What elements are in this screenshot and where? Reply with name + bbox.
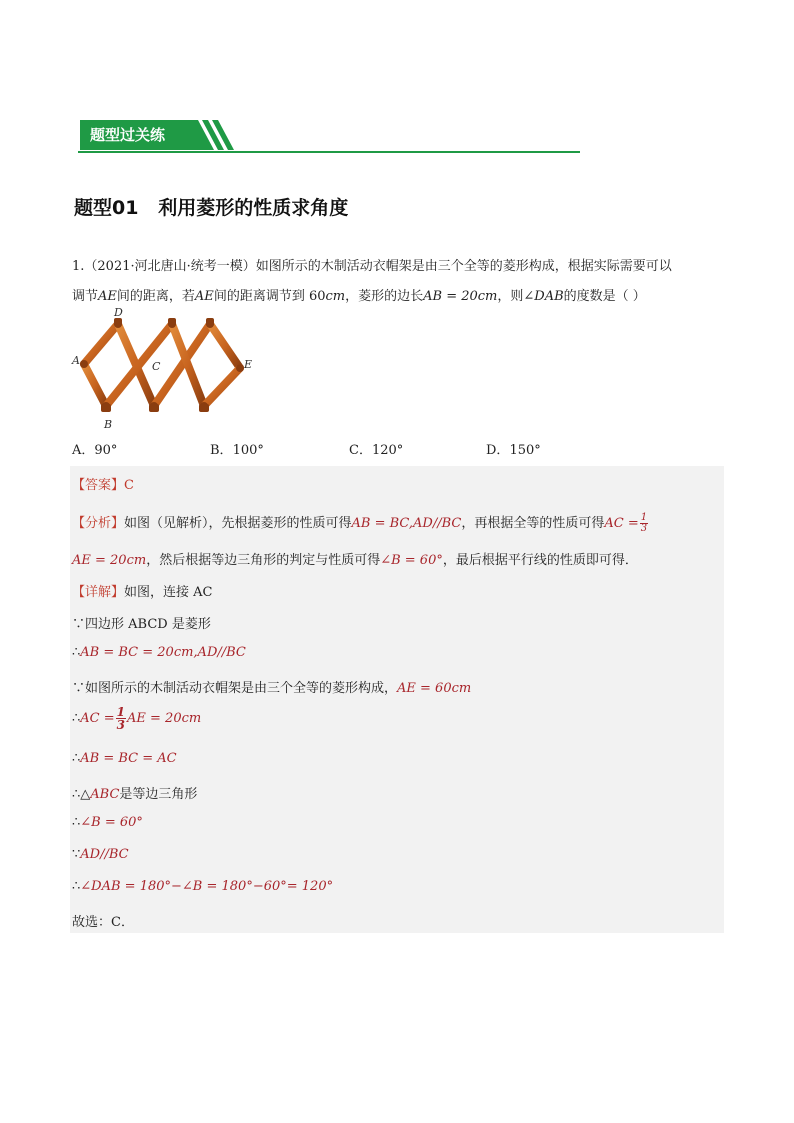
question	[72, 252, 724, 312]
answer-row: 【答案】C	[72, 478, 134, 493]
banner-underline	[78, 151, 580, 153]
label-a: A	[72, 354, 80, 367]
step-3: ∵如图所示的木制活动衣帽架是由三个全等的菱形构成，AE = 60cm	[72, 681, 472, 696]
choice-a: A．90°	[72, 443, 118, 458]
solution-panel	[70, 466, 724, 933]
section-banner	[78, 118, 580, 154]
step-6: ∴△ABC是等边三角形	[72, 787, 198, 802]
section-title: 题型01 利用菱形的性质求角度	[74, 197, 349, 219]
choice-d: D．150°	[486, 443, 541, 458]
banner-stripes-icon	[190, 118, 240, 152]
analysis-fraction: $\frac{1}{3}$	[640, 512, 648, 534]
detail-row: 【详解】如图，连接 AC	[72, 585, 213, 600]
analysis-row-1: 【分析】如图（见解析），先根据菱形的性质可得AB = BC,AD//BC，再根据全等的性质可得AC = $\frac{1}{3}$	[72, 512, 648, 534]
step-10: 故选：C．	[72, 915, 134, 930]
question-line-2: 调节AE间的距离，若AE间的距离调节到 60cm，菱形的边长AB = 20cm，则∠DAB的度数是（ ）	[72, 289, 646, 304]
step-2: ∴AB = BC = 20cm,AD//BC	[72, 645, 246, 660]
step-1: ∵四边形 ABCD 是菱形	[72, 617, 211, 632]
step-5: ∴AB = BC = AC	[72, 751, 177, 766]
question-line-1: 1.（2021·河北唐山·统考一模）如图所示的木制活动衣帽架是由三个全等的菱形构成，根据实际需要可以	[72, 259, 672, 274]
choice-b: B．100°	[210, 443, 264, 458]
choice-c: C．120°	[349, 443, 404, 458]
label-d: D	[114, 306, 123, 319]
label-b: B	[104, 418, 113, 431]
coat-rack-figure	[70, 306, 260, 434]
step-4: ∴AC = $\frac{1}{3}$ AE = 20cm	[72, 705, 202, 732]
label-e: E	[244, 358, 253, 371]
banner-label: 题型过关练	[80, 120, 192, 150]
step-4-fraction: $\frac{1}{3}$	[116, 705, 126, 732]
coat-rack-image	[70, 306, 260, 434]
step-8: ∵AD//BC	[72, 847, 129, 862]
label-c: C	[152, 360, 161, 373]
analysis-row-2: AE = 20cm，然后根据等边三角形的判定与性质可得∠B = 60°，最后根据平行线的性质即可得．	[72, 553, 638, 568]
step-9: ∴∠DAB = 180°−∠B = 180°−60°= 120°	[72, 879, 334, 894]
step-7: ∴∠B = 60°	[72, 815, 143, 830]
